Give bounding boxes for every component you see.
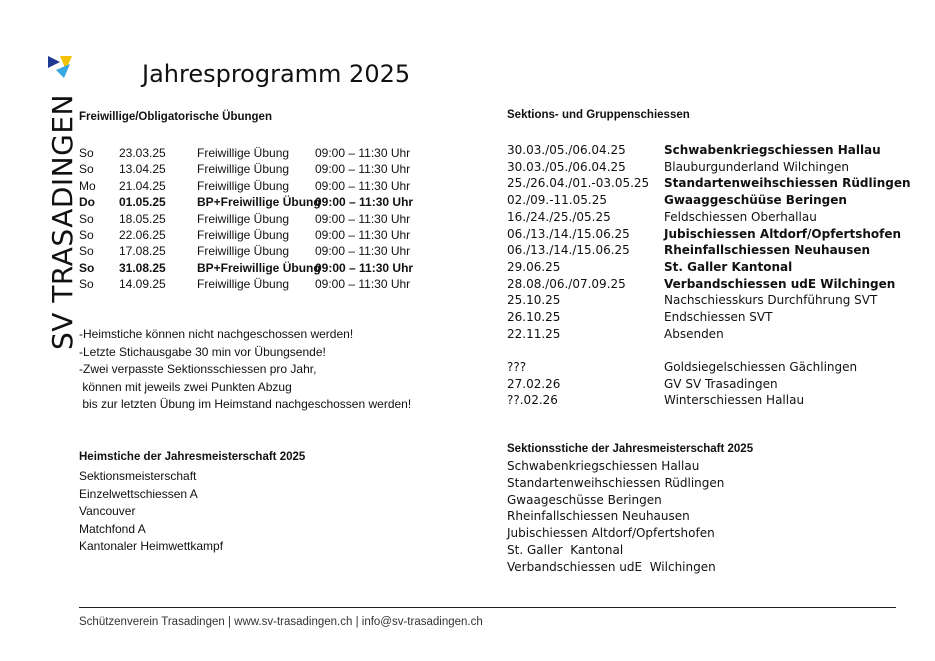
- sektionsstich-item: Schwabenkriegschiessen Hallau: [507, 459, 700, 473]
- sektion-date: 16./24./25./05.25: [507, 209, 611, 224]
- sektionsstich-item: St. Galler Kantonal: [507, 543, 624, 557]
- sektion-date: 22.11.25: [507, 326, 561, 341]
- uebung-row: [79, 227, 439, 243]
- sektion-event: Standartenweihschiessen Rüdlingen: [664, 176, 911, 191]
- uebung-day: So: [79, 162, 94, 177]
- uebung-type: Freiwillige Übung: [197, 228, 290, 242]
- uebung-time: 09:00 – 11:30 Uhr: [315, 228, 411, 242]
- sektion-row: [507, 209, 907, 225]
- sektion-row-later: [507, 392, 907, 408]
- uebung-date: 01.05.25: [119, 195, 166, 210]
- uebung-type: Freiwillige Übung: [197, 162, 290, 177]
- sektion-event: Gwaaggeschüüse Beringen: [664, 193, 847, 208]
- uebung-date: 17.08.25: [119, 244, 166, 259]
- sektion-row-later: [507, 376, 907, 392]
- sektion-date: 28.08./06./07.09.25: [507, 276, 626, 291]
- sektion-row: [507, 276, 907, 292]
- section-heading-sektionsstiche: Sektionsstiche der Jahresmeisterschaft 2025: [507, 443, 754, 455]
- uebung-day: So: [79, 260, 95, 275]
- uebung-row: [79, 194, 439, 210]
- logo-shape-blue: [48, 56, 60, 68]
- sektion-event: Feldschiessen Oberhallau: [664, 209, 817, 224]
- sektionsstich-item: Standartenweihschiessen Rüdlingen: [507, 475, 725, 490]
- uebung-time: 09:00 – 11:30 Uhr: [315, 195, 414, 210]
- uebung-day: So: [79, 211, 94, 226]
- uebung-type: Freiwillige Übung: [197, 244, 290, 259]
- sektionsstich-item: Rheinfallschiessen Neuhausen: [507, 509, 690, 524]
- sektion-date: 06./13./14./15.06.25: [507, 226, 630, 241]
- sektion-date: 25.10.25: [507, 293, 561, 308]
- uebung-time: 09:00 – 11:30 Uhr: [315, 162, 411, 177]
- sektion-event: St. Galler Kantonal: [664, 259, 793, 274]
- note-line: können mit jeweils zwei Punkten Abzug: [79, 379, 292, 394]
- footer-text: Schützenverein Trasadingen | www.sv-trasadingen.ch | info@sv-trasadingen.ch: [79, 616, 483, 628]
- sektion-date: 25./26.04./01.-03.05.25: [507, 176, 650, 191]
- sektionsstich-item: Jubischiessen Altdorf/Opfertshofen: [507, 526, 715, 541]
- section-heading-sektion: Sektions- und Gruppenschiessen: [507, 109, 690, 121]
- uebung-row: [79, 178, 439, 194]
- uebung-date: 31.08.25: [119, 260, 166, 275]
- uebung-day: So: [79, 244, 94, 259]
- sektion-date: 30.03./05./06.04.25: [507, 143, 626, 157]
- uebung-type: Freiwillige Übung: [197, 178, 290, 193]
- sektion-row: [507, 326, 907, 342]
- uebung-type: Freiwillige Übung: [197, 146, 290, 160]
- uebung-row: [79, 211, 439, 227]
- heimstich-item: Vancouver: [79, 504, 136, 518]
- logo-mark: [48, 56, 72, 78]
- uebung-type: BP+Freiwillige Übung: [197, 260, 321, 275]
- uebung-date: 21.04.25: [119, 178, 166, 193]
- note-line: -Heimstiche können nicht nachgeschossen werden!: [79, 327, 354, 341]
- sektion-event: Winterschiessen Hallau: [664, 393, 805, 408]
- uebung-row: [79, 243, 439, 259]
- uebung-row: [79, 260, 439, 276]
- uebung-date: 22.06.25: [119, 228, 166, 242]
- sektion-event: Goldsiegelschiessen Gächlingen: [664, 360, 858, 374]
- sektion-date: 30.03./05./06.04.25: [507, 159, 626, 174]
- sektion-event: Rheinfallschiessen Neuhausen: [664, 243, 871, 258]
- sektion-date: ???: [507, 360, 527, 374]
- uebung-type: BP+Freiwillige Übung: [197, 195, 321, 210]
- sektion-event: Jubischiessen Altdorf/Opfertshofen: [664, 226, 902, 241]
- uebung-date: 23.03.25: [119, 146, 166, 160]
- club-name-vertical: SV TRASADINGEN: [46, 94, 79, 350]
- sektion-row: [507, 142, 907, 158]
- sektion-row: [507, 159, 907, 175]
- uebung-type: Freiwillige Übung: [197, 211, 290, 226]
- heimstich-item: Einzelwettschiessen A: [79, 486, 198, 501]
- sektion-row: [507, 242, 907, 258]
- sektion-event: Schwabenkriegschiessen Hallau: [664, 143, 881, 157]
- sektion-date: 02./09.-11.05.25: [507, 193, 607, 208]
- uebung-day: Do: [79, 195, 95, 210]
- sektion-event: Absenden: [664, 326, 724, 341]
- sektionsstich-item: Gwaageschüsse Beringen: [507, 492, 662, 507]
- uebung-date: 18.05.25: [119, 211, 166, 226]
- uebung-row: [79, 145, 439, 161]
- footer-divider: [79, 607, 896, 608]
- uebung-day: Mo: [79, 178, 96, 193]
- uebung-date: 13.04.25: [119, 162, 166, 177]
- section-heading-uebungen: Freiwillige/Obligatorische Übungen: [79, 111, 272, 123]
- heimstich-item: Sektionsmeisterschaft: [79, 469, 197, 483]
- uebung-time: 09:00 – 11:30 Uhr: [315, 211, 411, 226]
- uebung-type: Freiwillige Übung: [197, 277, 290, 292]
- note-line: -Zwei verpasste Sektionsschiessen pro Jahr,: [79, 362, 317, 376]
- uebung-time: 09:00 – 11:30 Uhr: [315, 277, 411, 292]
- sektion-event: Verbandschiessen udE Wilchingen: [664, 276, 896, 291]
- uebung-row: [79, 276, 439, 292]
- sektionsstich-item: Verbandschiessen udE Wilchingen: [507, 559, 716, 574]
- heimstich-item: Matchfond A: [79, 521, 146, 536]
- sektion-row: [507, 175, 911, 191]
- page-title: Jahresprogramm 2025: [142, 60, 411, 88]
- uebung-day: So: [79, 277, 94, 292]
- sektion-row: [507, 226, 907, 242]
- uebung-time: 09:00 – 11:30 Uhr: [315, 260, 414, 275]
- sektion-event: Blauburgunderland Wilchingen: [664, 159, 849, 174]
- note-line: bis zur letzten Übung im Heimstand nachgeschossen werden!: [79, 397, 412, 411]
- sektion-event: Nachschiesskurs Durchführung SVT: [664, 293, 878, 308]
- sektion-event: Endschiessen SVT: [664, 310, 773, 324]
- uebung-time: 09:00 – 11:30 Uhr: [315, 178, 411, 193]
- sektion-row: [507, 292, 907, 308]
- sektion-date: 26.10.25: [507, 310, 561, 324]
- uebung-date: 14.09.25: [119, 277, 166, 292]
- sektion-row: [507, 192, 907, 208]
- sektion-event: GV SV Trasadingen: [664, 376, 778, 391]
- uebung-day: So: [79, 228, 94, 242]
- uebung-time: 09:00 – 11:30 Uhr: [315, 146, 411, 160]
- sektion-date: 06./13./14./15.06.25: [507, 243, 630, 258]
- note-line: -Letzte Stichausgabe 30 min vor Übungsende!: [79, 344, 326, 359]
- uebung-row: [79, 161, 439, 177]
- uebung-time: 09:00 – 11:30 Uhr: [315, 244, 411, 259]
- sektion-row-later: [507, 359, 907, 375]
- sektion-date: 27.02.26: [507, 376, 561, 391]
- sektion-date: ??.02.26: [507, 393, 558, 408]
- sektion-row: [507, 309, 907, 325]
- heimstich-item: Kantonaler Heimwettkampf: [79, 539, 224, 553]
- sektion-row: [507, 259, 907, 275]
- sektion-date: 29.06.25: [507, 259, 561, 274]
- logo-shape-lightblue: [56, 64, 70, 78]
- section-heading-heimstiche: Heimstiche der Jahresmeisterschaft 2025: [79, 451, 306, 463]
- uebung-day: So: [79, 146, 94, 160]
